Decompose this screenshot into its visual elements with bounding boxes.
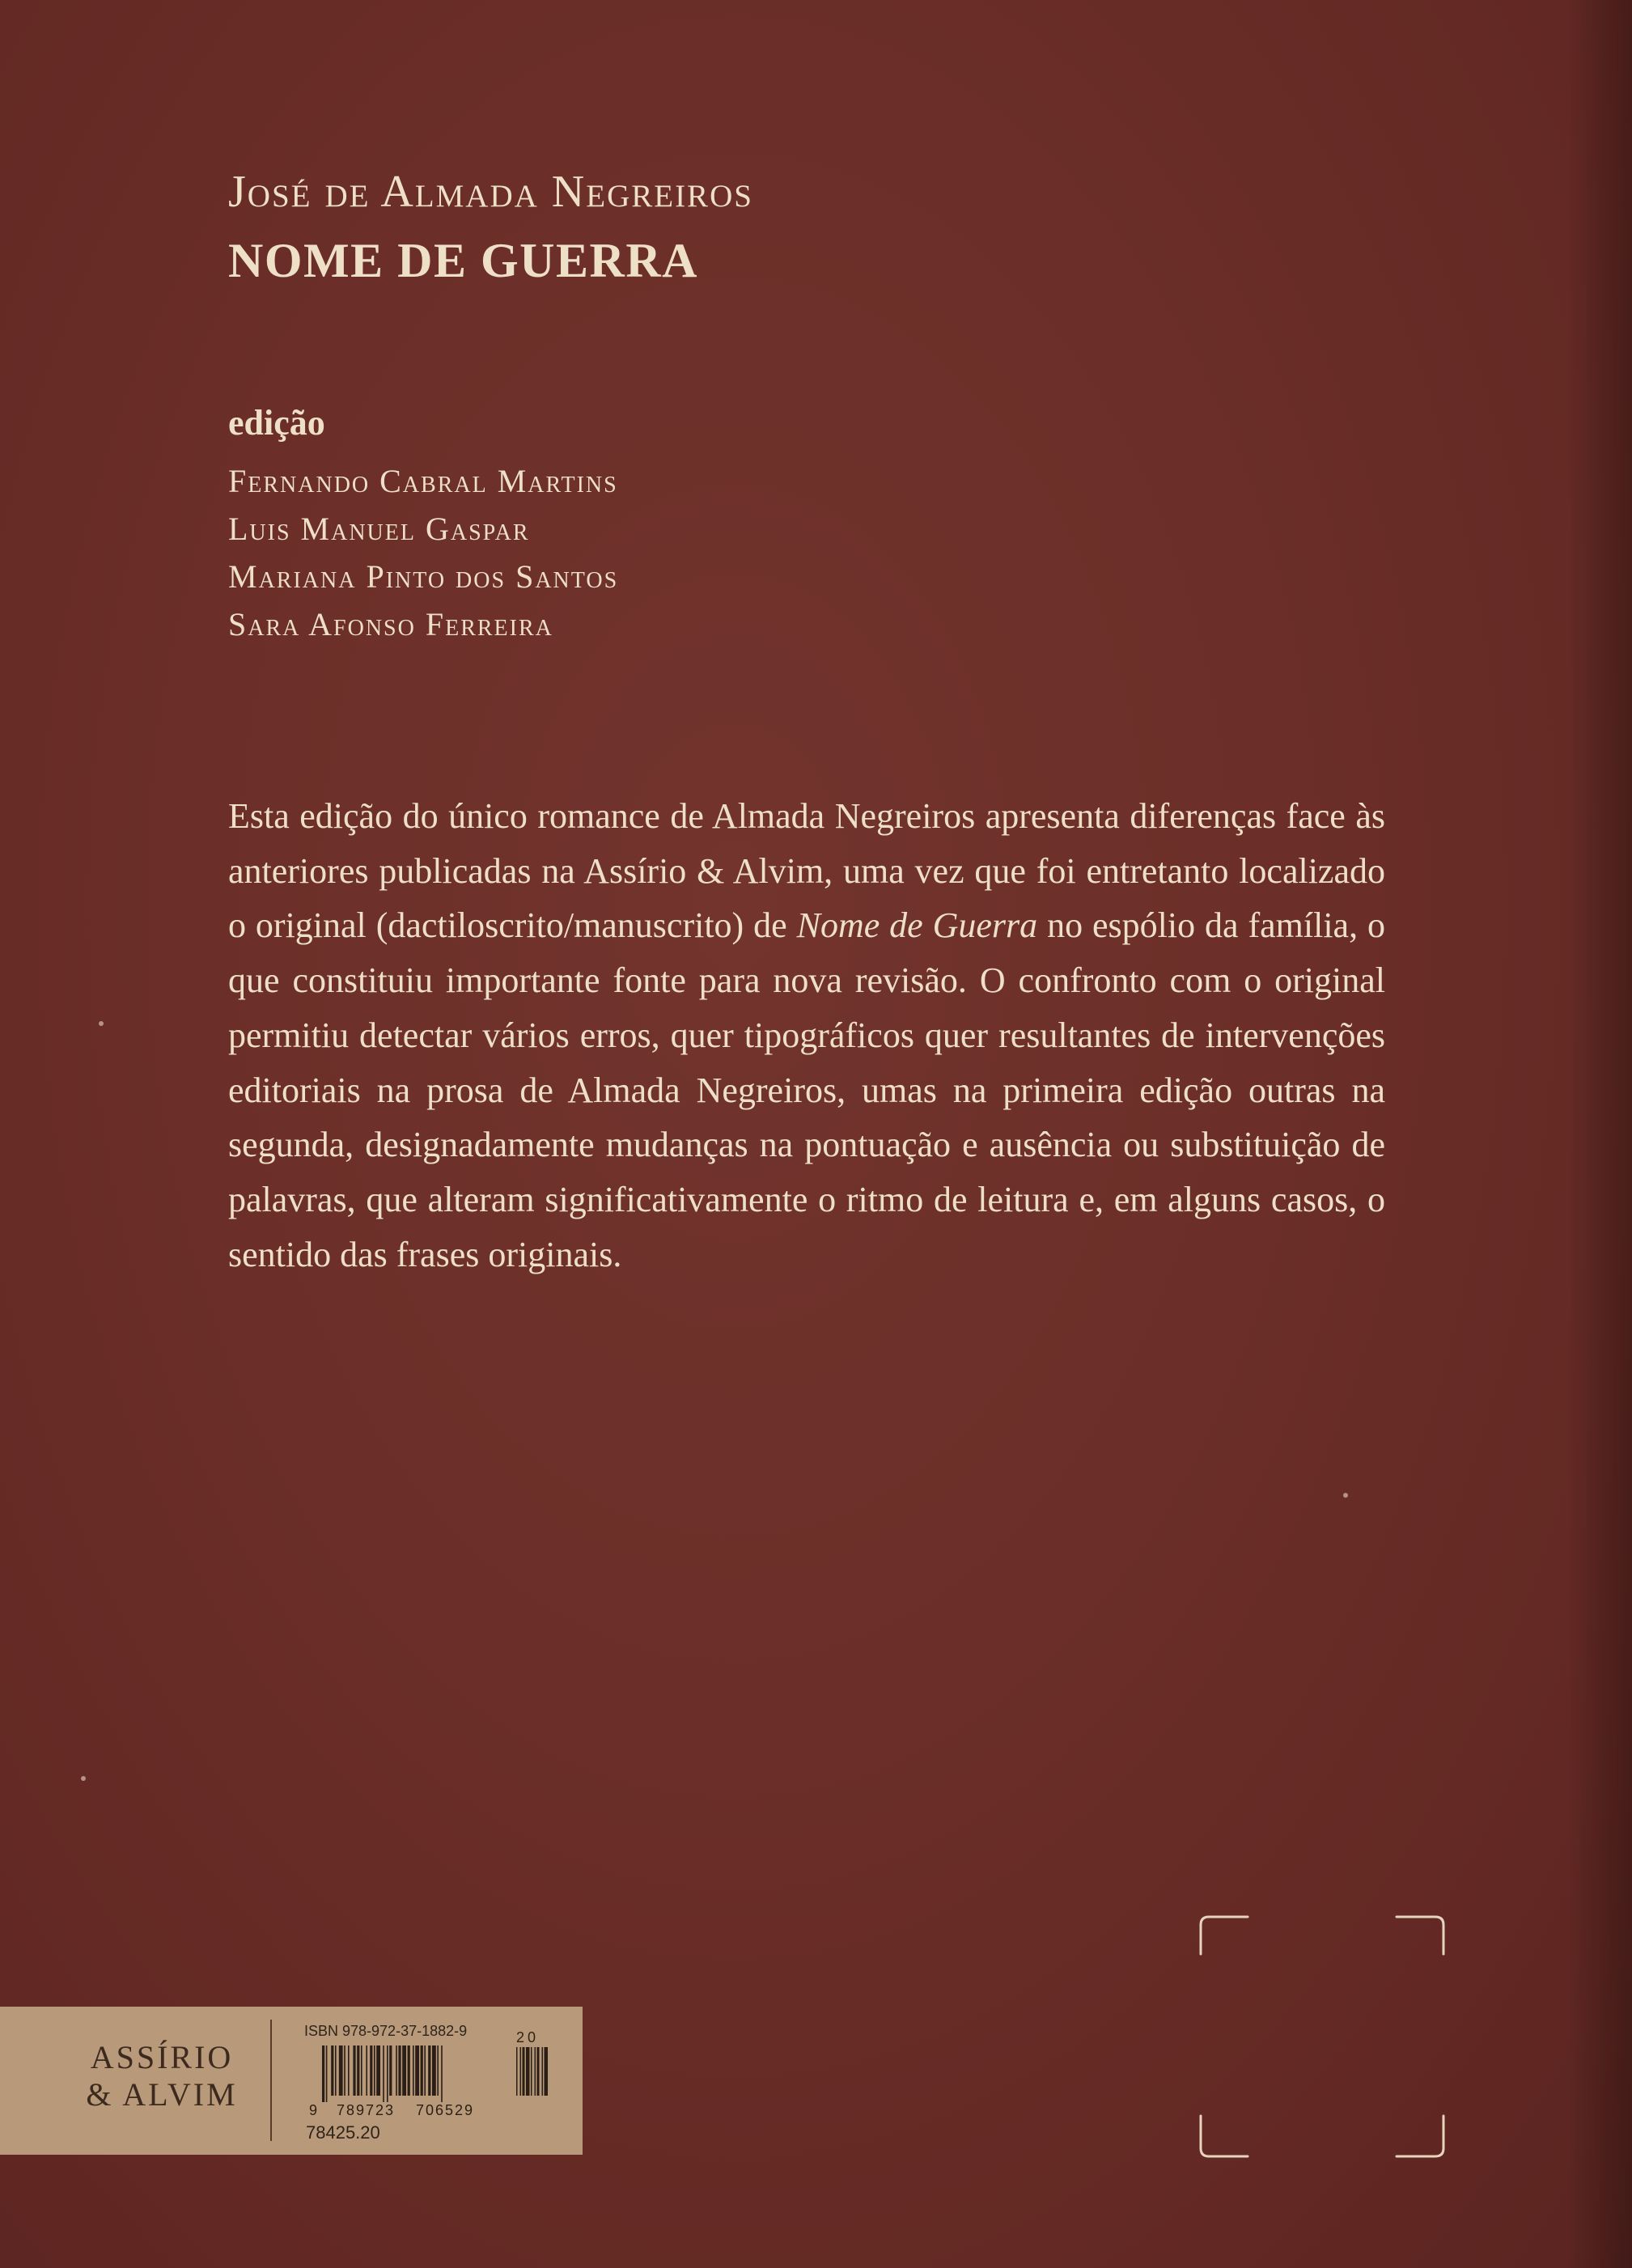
paper-speck [99,1021,104,1026]
addon-barcode-bar [520,2047,522,2096]
barcode-first-digit: 9 [309,2102,318,2118]
addon-barcode-bar [531,2047,532,2096]
addon-barcode-bar [542,2047,544,2096]
barcode-bar [335,2045,337,2096]
isbn-number: ISBN 978-972-37-1882-9 [304,2023,468,2039]
publisher-line-1: ASSÍRIO [90,2039,234,2075]
edition-label: edição [228,403,325,443]
barcode-bar [415,2045,419,2096]
crop-marks [1198,1914,1448,2164]
publisher-logo [81,2039,243,2113]
price-code: 78425.20 [306,2122,380,2143]
barcode-bar [357,2045,359,2096]
crop-mark-bottom-right [1397,2116,1443,2156]
barcode-bar [331,2045,333,2096]
barcode-bar [383,2045,384,2102]
blurb-book-title: Nome de Guerra [796,905,1038,946]
addon-barcode [515,2047,550,2099]
barcode-bar [366,2045,367,2096]
barcode-bar [432,2045,436,2096]
isbn-barcode [304,2045,507,2118]
barcode-bar [424,2045,426,2096]
barcode-bar [374,2045,375,2096]
barcode-bar [361,2045,362,2096]
crop-mark-top-right [1397,1917,1443,1954]
barcode-bar [437,2045,439,2096]
addon-barcode-bar [545,2047,549,2096]
barcode-addon-digits: 20 [516,2029,540,2045]
book-title: NOME DE GUERRA [228,234,699,287]
barcode-bar [344,2045,345,2096]
barcode-bar [370,2045,372,2096]
addon-barcode-bar [516,2047,518,2096]
barcode-bar [428,2045,430,2096]
barcode-left-digits: 789723 [337,2102,396,2118]
addon-barcode-bar [535,2047,536,2096]
barcode-bar [408,2045,410,2096]
paper-speck [1343,1493,1348,1498]
barcode-bar [339,2045,343,2096]
barcode-bar [387,2045,388,2102]
barcode-bar [376,2045,380,2096]
barcode-bar [396,2045,397,2096]
crop-mark-top-left [1201,1917,1248,1954]
barcode-bar [413,2045,414,2096]
editor-name: Sara Afonso Ferreira [228,606,553,642]
barcode-bar [398,2045,401,2096]
addon-barcode-bar [526,2047,530,2096]
blurb-paragraph [228,789,1385,1282]
barcode-bar [389,2045,392,2096]
crop-mark-bottom-left [1201,2116,1248,2156]
barcode-bar [402,2045,406,2096]
editor-name: Fernando Cabral Martins [228,463,618,499]
barcode-bar [322,2045,324,2102]
label-divider [270,2020,272,2141]
barcode-bar [441,2045,443,2102]
blurb-text-start: Esta edição do único romance de Almada Negreiros apresenta diferenças face às anteriores publicadas na Assírio & Alvim, uma vez que foi entretanto localizado o original (dactiloscrito/manuscrito) de [228,796,1385,946]
barcode-bar [348,2045,350,2096]
barcode-bar [421,2045,423,2096]
editor-name: Luis Manuel Gaspar [228,511,530,547]
barcode-bar [326,2045,328,2102]
author-name: José de Almada Negreiros [228,167,753,217]
addon-barcode-bar [537,2047,540,2096]
editor-name: Mariana Pinto dos Santos [228,558,619,595]
paper-speck [81,1776,86,1781]
barcode-bar [353,2045,355,2096]
publisher-line-2: & ALVIM [86,2076,238,2113]
blurb-text-end: no espólio da família, o que constituiu importante fonte para nova revisão. O confronto com o original permitiu detectar vários erros, quer tipográficos quer resultantes de intervenções editoriais na prosa de Almada Negreiros, umas na primeira edição outras na segunda, designadamente mudanças na pontuação e ausência ou substituição de palavras, que alteram significativamente o ritmo de leitura e, em alguns casos, o sentido das frases originais. [228,905,1386,1274]
cover-edge-shadow [1567,0,1632,2268]
addon-barcode-bar [523,2047,525,2096]
barcode-right-digits: 706529 [416,2102,475,2118]
editor-list [228,457,618,648]
